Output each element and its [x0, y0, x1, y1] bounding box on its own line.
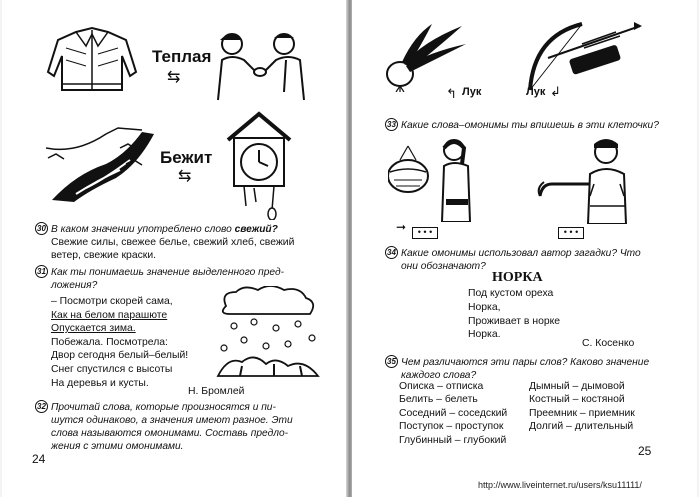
q34-line: они обозначают?	[401, 261, 486, 272]
question-35	[385, 355, 690, 382]
answer-dots: • • •	[558, 227, 584, 239]
question-number: 33	[385, 118, 398, 131]
label-onion: Лук	[462, 86, 482, 98]
handshake-illustration	[212, 30, 310, 102]
question-number: 31	[35, 265, 48, 278]
right-page	[352, 0, 697, 497]
question-30	[35, 222, 340, 236]
question-number: 35	[385, 355, 398, 368]
q34-line: Какие омонимы использовал автор загадки? Что	[401, 248, 641, 259]
word-bezhit: Бежит	[160, 148, 213, 167]
q30-keyword: свежий?	[234, 224, 278, 235]
q30-prompt: В каком значении употреблено слово	[51, 224, 235, 235]
poem-line-highlighted: Как на белом парашюте	[51, 309, 168, 321]
q32-line: слова называются омонимами. Составь предло-	[51, 428, 288, 439]
word-pair: Поступок – проступок	[399, 421, 504, 433]
q30-line: ветер, свежие краски.	[51, 250, 157, 262]
word-pair: Белить – белеть	[399, 394, 478, 406]
riddle-line: Проживает в норке	[468, 315, 561, 327]
cuckoo-clock-illustration	[224, 110, 294, 220]
q35-line: Чем различаются эти пары слов? Каково значение	[401, 357, 650, 368]
poem-line: Снег спустился с высоты	[51, 363, 173, 375]
q32-line: жения с этими омонимами.	[51, 441, 184, 452]
watermark-url: http://www.liveinternet.ru/users/ksu11111/	[478, 480, 642, 490]
word-teplaya: Теплая	[152, 47, 212, 66]
jacket-illustration	[46, 26, 138, 94]
answer-dots: • • •	[412, 227, 438, 239]
answer-box	[558, 222, 584, 240]
poem-line-highlighted: Опускается зима.	[51, 323, 136, 335]
question-number: 32	[35, 400, 48, 413]
riddle	[468, 287, 560, 342]
word-pairs-left	[399, 380, 507, 447]
poem-line: На деревья и кусты.	[51, 377, 149, 389]
left-page	[2, 0, 348, 497]
q31-line: ложения?	[51, 280, 98, 291]
q33-text: Какие слова–омонимы ты впишешь в эти клеточки?	[401, 120, 659, 131]
snow-trees-illustration	[214, 286, 322, 380]
arrow-icon: ↲	[550, 84, 561, 99]
q30-body	[51, 236, 343, 262]
question-number: 30	[35, 222, 48, 235]
arrow-icon: ↰	[446, 86, 457, 101]
braid-woman-illustration	[388, 136, 478, 222]
word-pair: Долгий – длительный	[529, 421, 634, 433]
poem-line: Побежала. Посмотрела:	[51, 336, 168, 348]
word-pair: Дымный – дымовой	[529, 381, 625, 392]
river-illustration	[46, 124, 158, 202]
word-pair: Костный – костяной	[529, 394, 625, 406]
question-33	[385, 118, 690, 132]
word-pair: Глубинный – глубокий	[399, 434, 507, 446]
riddle-line: Под кустом ореха	[468, 288, 554, 299]
q30-line: Свежие силы, свежее белье, свежий хлеб, свежий	[51, 237, 295, 248]
onion-illustration	[382, 22, 470, 92]
page-number: 25	[638, 444, 652, 458]
question-34	[385, 246, 690, 273]
double-arrow-icon: ⇆	[178, 168, 192, 185]
question-number: 34	[385, 246, 398, 259]
riddle-title: НОРКА	[492, 270, 543, 285]
word-pair: Преемник – приемник	[529, 407, 635, 419]
word-pairs-right	[529, 380, 635, 434]
poem-line: Двор сегодня белый–белый!	[51, 350, 189, 362]
answer-box: ➞ • • •	[412, 222, 438, 240]
question-32	[35, 400, 340, 453]
poem-line: – Посмотри скорей сама,	[51, 296, 173, 307]
poem	[51, 295, 226, 390]
scythe-man-illustration	[536, 134, 636, 224]
q35-line: каждого слова?	[401, 370, 477, 381]
label-bow: Лук	[526, 86, 546, 98]
q32-line: Прочитай слова, которые произносятся и пи-	[51, 402, 276, 413]
riddle-line: Норка.	[468, 329, 501, 341]
riddle-line: Норка,	[468, 301, 501, 313]
word-pair: Соседний – соседский	[399, 407, 508, 419]
word-pair: Описка – отписка	[399, 381, 484, 392]
page-number: 24	[32, 452, 46, 466]
q32-line: шутся одинаково, а значения имеют разное. Эти	[51, 415, 293, 426]
poem-author: Н. Бромлей	[188, 386, 245, 397]
riddle-author: С. Косенко	[582, 338, 635, 349]
double-arrow-icon: ⇆	[167, 69, 181, 86]
q31-line: Как ты понимаешь значение выделенного пред-	[51, 267, 284, 278]
bow-illustration	[524, 18, 644, 92]
